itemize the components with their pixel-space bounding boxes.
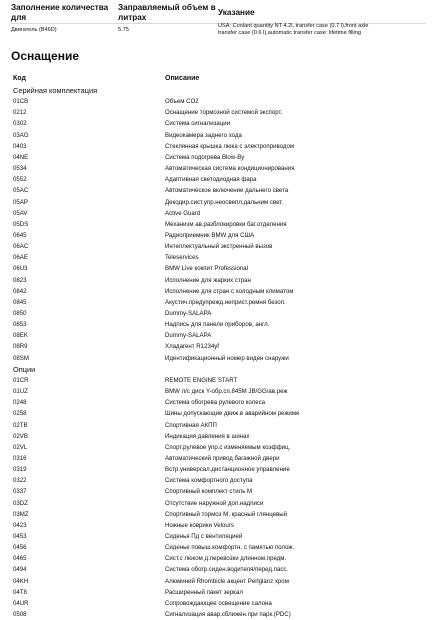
- equipment-code: 0423: [13, 521, 27, 529]
- equipment-row: [0, 308, 432, 319]
- equipment-row: [0, 564, 432, 575]
- equipment-row: [0, 520, 432, 531]
- equipment-row: [0, 341, 432, 352]
- equipment-row: [0, 130, 432, 141]
- equipment-code: 0322: [13, 477, 27, 485]
- equipment-code: 0842: [13, 287, 27, 295]
- equipment-code: 04UR: [13, 599, 29, 607]
- equipment-code: 0258: [13, 410, 27, 418]
- equipment-code: 0316: [13, 454, 27, 462]
- equipment-code: 0823: [13, 276, 27, 284]
- equipment-code: 05AP: [13, 198, 28, 206]
- equipment-row: [0, 197, 432, 208]
- equipment-code: 0319: [13, 466, 27, 474]
- equipment-code: 0453: [13, 533, 27, 540]
- equipment-row: [0, 464, 432, 475]
- equipment-code: 0534: [13, 165, 27, 173]
- equipment-row: [0, 442, 432, 453]
- fluids-cell-note-line1: USA: Coolant quantity NT 4.2l, transfer case (0.7 l),front axle: [218, 23, 369, 29]
- equipment-row: [0, 375, 432, 386]
- equipment-row: [0, 498, 432, 509]
- equipment-description: Спортивная АКПП: [165, 421, 217, 429]
- equipment-code: 0403: [13, 142, 27, 150]
- equipment-code: 02VB: [13, 432, 28, 440]
- equipment-description: Механизм ав.разблокировки баг.отделения: [165, 220, 287, 228]
- fluids-header-quantity: Заполнение количества для: [11, 3, 109, 22]
- equipment-row: [0, 185, 432, 196]
- equipment-code: 0302: [13, 120, 27, 128]
- equipment-code: 0337: [13, 488, 27, 496]
- equipment-description: Встр.универсал.дистанционное управление: [165, 466, 290, 474]
- equipment-row: [0, 141, 432, 152]
- equipment-row: [0, 286, 432, 297]
- equipment-description: Автоматическая система кондиционирования: [165, 165, 295, 173]
- equipment-code: 04T8: [13, 588, 27, 596]
- equipment-row: [0, 531, 432, 542]
- equipment-row: [0, 107, 432, 118]
- equipment-code: 01CB: [13, 98, 29, 106]
- equipment-description: Сигнализация авар.сближен.при парк.(PDC): [165, 611, 291, 619]
- equipment-description: Исполнение для стран с холодным климатом: [165, 287, 294, 295]
- equipment-description: Интеллектуальный экстренный вызов: [165, 243, 273, 251]
- equipment-row: [0, 509, 432, 520]
- equipment-code: 0456: [13, 544, 27, 552]
- equipment-code: 08SM: [13, 354, 29, 362]
- equipment-code: 03AG: [13, 131, 29, 139]
- equipment-code: 04KH: [13, 577, 29, 585]
- equipment-row: [0, 408, 432, 419]
- fluids-header-volume: Заправляемый объем в литрах: [118, 3, 216, 22]
- equipment-description: Адаптивная светодиодная фара: [165, 176, 257, 184]
- equipment-code: 0552: [13, 176, 27, 184]
- equipment-code: 0248: [13, 399, 27, 407]
- column-header-description: Описание: [165, 75, 200, 82]
- equipment-row: [0, 163, 432, 174]
- equipment-description: Идентификационный номер виден снаружи: [165, 354, 289, 362]
- equipment-description: Dummy-SALAPA: [165, 310, 212, 317]
- equipment-code: 03DZ: [13, 499, 28, 507]
- equipment-description: Радиоприемник BMW для США: [165, 231, 255, 239]
- equipment-code: 06AE: [13, 254, 28, 262]
- equipment-code: 0845: [13, 298, 27, 306]
- equipment-code: 0850: [13, 310, 27, 317]
- equipment-row: [0, 553, 432, 564]
- equipment-description: Система обогрева рулевого колеса: [165, 399, 266, 407]
- equipment-row: [0, 587, 432, 598]
- equipment-row: [0, 230, 432, 241]
- equipment-description: Спорт.рулевое упр.с изменяемым коэффиц.: [165, 443, 291, 451]
- equipment-row: [0, 486, 432, 497]
- equipment-row: [0, 609, 432, 620]
- equipment-description: BMW л/с диск Y-обр.сп.845M JB/GG/ав.реж: [165, 388, 288, 396]
- equipment-code: 02VL: [13, 443, 28, 451]
- equipment-code: 0212: [13, 109, 27, 117]
- equipment-description: Автоматическое включение дальнего света: [165, 187, 289, 195]
- equipment-row: [0, 420, 432, 431]
- equipment-description: BMW Live кокпит Professional: [165, 265, 248, 273]
- equipment-description: Хладагент R1234yf: [165, 343, 219, 351]
- equipment-description: Декодир.сист.упр.неосвепл.дальним свет.: [165, 198, 284, 206]
- equipment-description: Объем CO2: [165, 98, 199, 106]
- equipment-code: 06AC: [13, 243, 29, 251]
- equipment-row: [0, 297, 432, 308]
- equipment-code: 08R9: [13, 343, 28, 351]
- equipment-description: Система подогрева Blow-By: [165, 153, 245, 161]
- equipment-row: [0, 252, 432, 263]
- equipment-description: Система сигнализации: [165, 120, 231, 128]
- equipment-row: [0, 576, 432, 587]
- equipment-code: 06U3: [13, 265, 28, 273]
- equipment-description: Спортивный тормоз M, красный глянцевый: [165, 510, 288, 518]
- equipment-row: [0, 118, 432, 129]
- equipment-description: Сиденье повыш.комфортн. с памятью полож.: [165, 544, 295, 552]
- section-title-equipment: Оснащение: [11, 49, 80, 63]
- equipment-code: 0465: [13, 555, 27, 563]
- equipment-row: [0, 475, 432, 486]
- equipment-row: [0, 353, 432, 364]
- equipment-code: 05AC: [13, 187, 29, 195]
- equipment-description: Шины допускающие движ.в аварийном режиме: [165, 410, 300, 418]
- equipment-code: 0645: [13, 231, 27, 239]
- equipment-code: 03MZ: [13, 510, 29, 518]
- equipment-description: Dummy-SALAPA: [165, 332, 212, 340]
- equipment-code: 0508: [13, 611, 27, 619]
- equipment-code: 04NE: [13, 153, 29, 161]
- equipment-description: REMOTE ENGINE START: [165, 376, 238, 384]
- fluids-cell-name: Двигатель (B46D): [11, 27, 57, 33]
- equipment-row: [0, 598, 432, 609]
- equipment-description: Teleservices: [165, 254, 199, 262]
- equipment-description: Индикация давления в шинах: [165, 432, 250, 440]
- equipment-row: [0, 542, 432, 553]
- equipment-description: Сиденья Пд с вентиляцией: [165, 533, 243, 540]
- equipment-description: Система комфортного доступа: [165, 477, 253, 485]
- group-label: Серийная комплектация: [13, 86, 98, 95]
- equipment-row: [0, 453, 432, 464]
- equipment-code: 05AV: [13, 209, 28, 217]
- equipment-row: [0, 263, 432, 274]
- equipment-description: Автоматический привод багажной двери: [165, 454, 280, 462]
- fluids-cell-volume: 5.75: [118, 27, 129, 33]
- equipment-code: 02TB: [13, 421, 28, 429]
- equipment-description: Алюминий Rhombicle акцент Perlglanz хром: [165, 577, 289, 585]
- equipment-description: Система обогр.сиден.водителя/перед.пасс.: [165, 566, 289, 574]
- equipment-description: Отсутствие наружной доп.надписи: [165, 499, 264, 507]
- equipment-code: 0494: [13, 566, 27, 574]
- equipment-code: 01UZ: [13, 388, 28, 396]
- equipment-description: Расширенный пакет зеркал: [165, 588, 243, 596]
- group-label: Опции: [13, 364, 36, 374]
- equipment-description: Сопровождающее освещение салона: [165, 599, 272, 607]
- equipment-row: [0, 208, 432, 219]
- equipment-code: 05DS: [13, 220, 29, 228]
- equipment-description: Сист.с люком д.перевозки длинном.предм.: [165, 555, 287, 563]
- fluids-cell-note-line2: transfer case (0.6 l),automatic transfer case: lifetime filling: [218, 30, 362, 36]
- equipment-description: Исполнение для жарких стран: [165, 276, 251, 284]
- equipment-row: [0, 241, 432, 252]
- column-header-code: Код: [13, 75, 26, 82]
- equipment-description: Active Guard: [165, 209, 201, 217]
- equipment-code: 01CR: [13, 376, 29, 384]
- equipment-description: Стеклянная крышка люка с электроприводом: [165, 142, 295, 150]
- equipment-row: [0, 319, 432, 330]
- equipment-code: 0853: [13, 321, 27, 329]
- equipment-row: [0, 330, 432, 341]
- equipment-description: Ножные коврики Velours: [165, 521, 234, 529]
- equipment-description: Акустич.предупрежд.неприст.ремня безоп.: [165, 298, 286, 306]
- equipment-description: Надпись для панели приборов, англ.: [165, 321, 270, 329]
- equipment-row: [0, 397, 432, 408]
- equipment-row: [0, 96, 432, 107]
- equipment-description: Видеокамера заднего хода: [165, 131, 242, 139]
- equipment-row: [0, 152, 432, 163]
- equipment-row: [0, 174, 432, 185]
- equipment-row: [0, 431, 432, 442]
- equipment-row: [0, 275, 432, 286]
- fluids-header-note: Указание: [218, 8, 255, 17]
- equipment-row: [0, 219, 432, 230]
- equipment-description: Оснащение тормозной системой экспорт.: [165, 109, 283, 117]
- equipment-row: [0, 386, 432, 397]
- equipment-code: 08EK: [13, 332, 28, 340]
- equipment-description: Спортивный комплект стиль M: [165, 488, 253, 496]
